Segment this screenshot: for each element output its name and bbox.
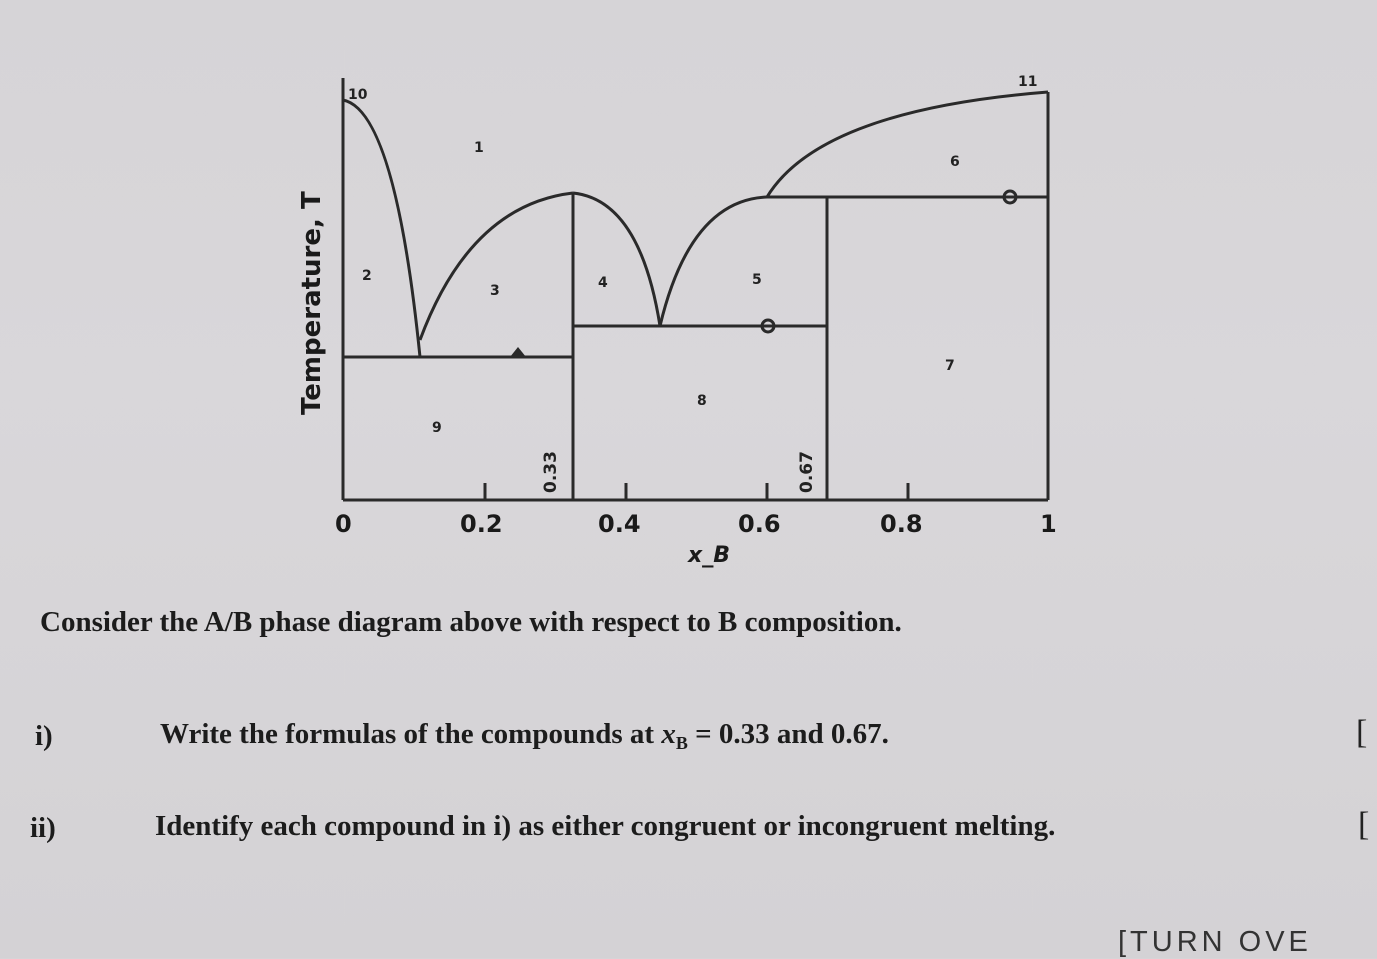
liquidus-curve-compound1-right [573,193,660,326]
y-axis-title: Temperature, T [297,191,327,415]
question-1-text-pre: Write the formulas of the compounds at [160,718,662,750]
region-label: 11 [1018,74,1038,90]
x-tick-label: 0.8 [880,510,923,538]
x-tick-label: 0 [335,510,352,538]
marks-bracket-1: [ [1356,714,1368,751]
liquidus-curve-b-side [767,92,1048,197]
x-tick-label: 0.4 [598,510,641,538]
question-1-text [160,718,889,754]
intro-text: Consider the A/B phase diagram above with respect to B composition. [40,606,902,638]
compound-label-067: 0.67 [797,451,817,493]
liquidus-curve-compound2-left [660,197,767,326]
x-tick-label: 0.2 [460,510,503,538]
region-label: 8 [697,393,707,409]
compound-label-033: 0.33 [541,451,561,493]
question-1-number: i) [35,720,53,752]
region-label: 2 [362,268,372,284]
region-label: 7 [945,358,955,374]
region-label: 4 [598,275,608,291]
x-tick-label: 0.6 [738,510,781,538]
marks-bracket-2: [ [1358,806,1370,843]
region-label: 10 [348,87,368,103]
x-tick-label: 1 [1040,510,1057,538]
region-label: 5 [752,272,762,288]
question-1-variable: x [661,718,676,750]
liquidus-curve-a-side [343,100,420,357]
point-marker-a [510,347,526,357]
liquidus-curve-compound1-left [420,193,573,340]
turn-over-footer: [TURN OVE [1118,926,1312,958]
x-axis-title: x_B [688,543,730,568]
question-1-subscript: B [675,733,688,753]
question-2-text: Identify each compound in i) as either congruent or incongruent melting. [155,810,1056,842]
region-label: 9 [432,420,442,436]
region-label: 1 [474,140,484,156]
region-label: 6 [950,154,960,170]
question-1-text-post: = 0.33 and 0.67. [687,718,889,750]
region-label: 3 [490,283,500,299]
question-2-number: ii) [30,812,56,844]
